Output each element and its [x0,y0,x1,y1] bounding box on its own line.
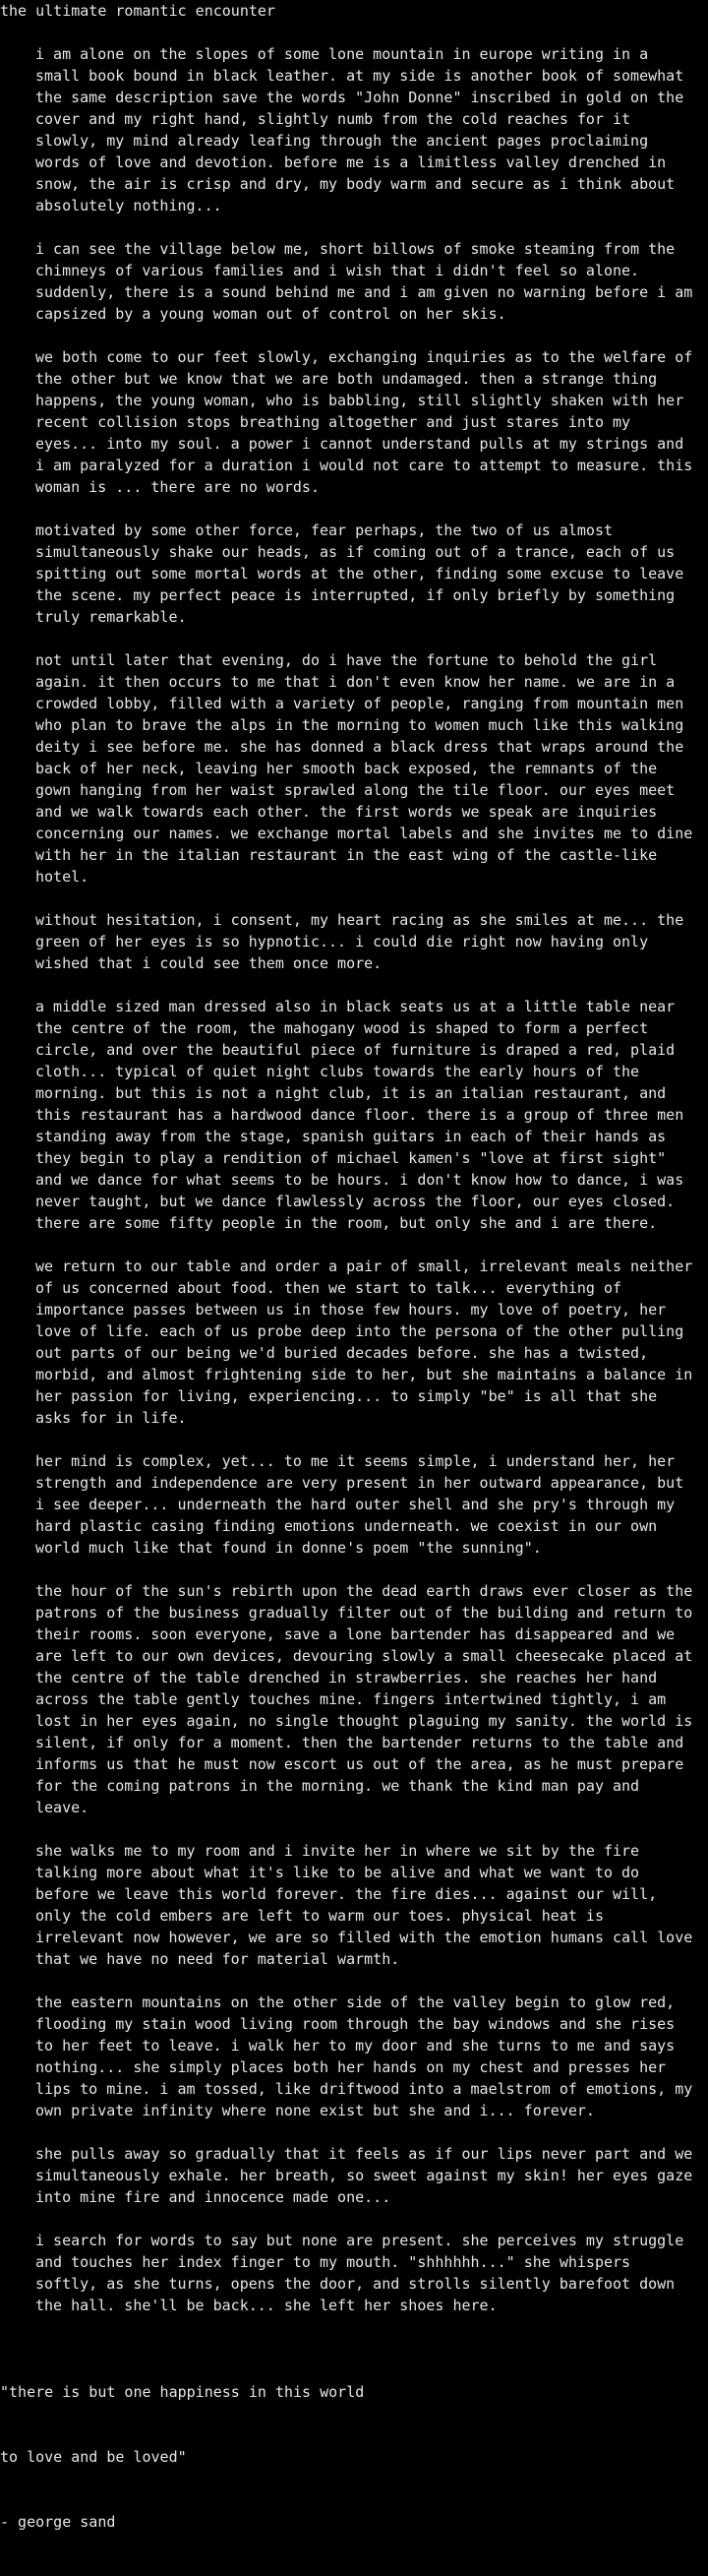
paragraph: we both come to our feet slowly, exchanging inquiries as to the welfare of the other but we know that we are both undamaged. then a strange thing happens, the young woman, who is babbling, still slightly shaken with her recent collision stops breathing altogether and just stares into my eyes... into my soul. a power i cannot understand pulls at my strings and i am paralyzed for a duration i would not care to attempt to measure. this woman is ... there are no words. [35,348,693,496]
document-title: the ultimate romantic encounter [0,2,275,20]
paragraph: she pulls away so gradually that it feels as if our lips never part and we simultaneously exhale. her breath, so sweet against my skin! her eyes gaze into mine fire and innocence made one... [35,2145,693,2206]
paragraph: i search for words to say but none are present. she perceives my struggle and touches her index finger to my mouth. "shhhhhh..." she whispers softly, as she turns, opens the door, and strolls silently barefoot down the hall. she'll be back... she left her shoes here. [35,2232,684,2314]
paragraph: without hesitation, i consent, my heart racing as she smiles at me... the green of her eyes is so hypnotic... i could die right now having only wished that i could see them once more. [35,911,684,972]
quote-line: to love and be loved" [0,2448,187,2466]
story-body [0,43,708,2316]
paragraph: not until later that evening, do i have the fortune to behold the girl again. it then occurs to me that i don't even know her name. we are in a crowded lobby, filled with a variety of people, ranging from mountain men who plan to brave the alps in the morning to women much like this walking deity i see before me. she has donned a black dress that wraps around the back of her neck, leaving her smooth back exposed, the remnants of the gown hanging from her waist sprawled along the tile floor. our eyes meet and we walk towards each other. the first words we speak are inquiries concerning our names. we exchange mortal labels and she invites me to dine with her in the italian restaurant in the east wing of the castle-like hotel. [35,651,693,886]
closing-quote [0,2338,708,2576]
paragraph: motivated by some other force, fear perhaps, the two of us almost simultaneously shake our heads, as if coming out of a trance, each of us spitting out some mortal words at the other, finding some excuse to leave the scene. my perfect peace is interrupted, if only briefly by something truly remarkable. [35,521,684,626]
paragraph: i can see the village below me, short billows of smoke steaming from the chimneys of various families and i wish that i didn't feel so alone. suddenly, there is a sound behind me and i am given no warning before i am capsized by a young woman out of control on her skis. [35,240,693,323]
paragraph: her mind is complex, yet... to me it seems simple, i understand her, her strength and independence are very present in her outward appearance, but i see deeper... underneath the hard outer shell and she pry's through my hard plastic casing finding emotions underneath. we coexist in our own world much like that found in donne's poem "the sunning". [35,1452,684,1557]
paragraph: i am alone on the slopes of some lone mountain in europe writing in a small book bound in black leather. at my side is another book of somewhat the same description save the words "John Donne" inscribed in gold on the cover and my right hand, slightly numb from the cold reaches for it slowly, my mind already leafing through the ancient pages proclaiming words of love and devotion. before me is a limitless valley drenched in snow, the air is crisp and dry, my body warm and secure as i think about absolutely nothing... [35,45,684,215]
paragraph: a middle sized man dressed also in black seats us at a little table near the centre of the room, the mahogany wood is shaped to form a perfect circle, and over the beautiful piece of furniture is draped a red, plaid cloth... typical of quiet night clubs towards the early hours of the morning. but this is not a night club, it is an italian restaurant, and this restaurant has a hardwood dance floor. there is a group of three men standing away from the stage, spanish guitars in each of their hands as they begin to play a rendition of michael kamen's "love at first sight" and we dance for what seems to be hours. i don't know how to dance, i was never taught, but we dance flawlessly across the floor, our eyes closed. there are some fifty people in the room, but only she and i are there. [35,998,684,1232]
paragraph: the hour of the sun's rebirth upon the dead earth draws ever closer as the patrons of the business gradually filter out of the building and return to their rooms. soon everyone, save a lone bartender has disappeared and we are left to our own devices, devouring slowly a small cheesecake placed at the centre of the table drenched in strawberries. she reaches her hand across the table gently touches mine. fingers intertwined tightly, i am lost in her eyes again, no single thought plaguing my sanity. the world is silent, if only for a moment. then the bartender returns to the table and informs us that he must now escort us out of the area, as he must prepare for the coming patrons in the morning. we thank the kind man pay and leave. [35,1582,693,1816]
paragraph: the eastern mountains on the other side of the valley begin to glow red, flooding my stain wood living room through the bay windows and she rises to her feet to leave. i walk her to my door and she turns to me and says nothing... she simply places both her hands on my chest and presses her lips to mine. i am tossed, like driftwood into a maelstrom of emotions, my own private infinity where none exist but she and i... forever. [35,1993,693,2119]
paragraph: we return to our table and order a pair of small, irrelevant meals neither of us concerned about food. then we start to talk... everything of importance passes between us in those few hours. my love of poetry, her love of life. each of us probe deep into the persona of the other pulling out parts of our being we'd buried decades before. she has a twisted, morbid, and almost frightening side to her, but she maintains a balance in her passion for living, experiencing... to simply "be" is all that she asks for in life. [35,1257,693,1427]
paragraph: she walks me to my room and i invite her in where we sit by the fire talking more about what it's like to be alive and what we want to do before we leave this world forever. the fire dies... against our will, only the cold embers are left to warm our toes. physical heat is irrelevant now however, we are so filled with the emotion humans call love that we have no need for material warmth. [35,1842,693,1968]
quote-line: "there is but one happiness in this world [0,2383,365,2401]
quote-attribution: - george sand [0,2513,116,2531]
